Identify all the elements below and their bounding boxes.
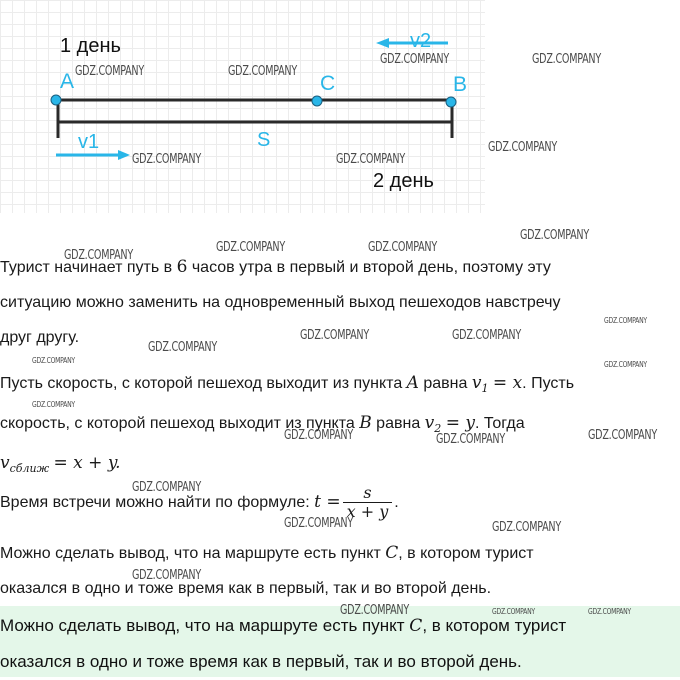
point-b-marker: [446, 97, 456, 107]
watermark: GDZ.COMPANY: [436, 432, 505, 447]
watermark: GDZ.COMPANY: [284, 428, 353, 443]
watermark: GDZ.COMPANY: [492, 520, 561, 535]
time-fraction: $\frac{s}{x + y}$: [343, 484, 393, 521]
text-line: Можно сделать вывод, что на маршруте есть пункт C, в котором турист: [0, 616, 567, 636]
watermark: GDZ.COMPANY: [488, 140, 557, 155]
v1-label: v1: [78, 131, 100, 153]
watermark: GDZ.COMPANY: [588, 428, 657, 443]
v2-label: v2: [410, 30, 432, 52]
watermark: GDZ.COMPANY: [75, 64, 144, 79]
point-c-label: C: [320, 72, 336, 95]
watermark: GDZ.COMPANY: [340, 603, 409, 618]
route-diagram: [0, 0, 485, 213]
text-line: Турист начинает путь в 6 часов утра в первый и второй день, поэтому эту: [0, 257, 551, 277]
point-c-marker: [312, 96, 322, 106]
watermark: GDZ.COMPANY: [380, 52, 449, 67]
text-line: скорость, с которой пешеход выходит из пункта B равна $v_2 = y$. Тогда: [0, 413, 525, 435]
distance-label: S: [257, 129, 271, 151]
text-line: друг другу.: [0, 329, 80, 346]
text-line: Можно сделать вывод, что на маршруте есть пункт C, в котором турист: [0, 543, 534, 563]
paragraph-speeds: [0, 366, 680, 486]
text-line: оказался в одно и тоже время как в первый, так и во второй день.: [0, 652, 522, 671]
point-b-label: B: [453, 73, 468, 96]
paragraph-conclusion: [0, 536, 680, 606]
watermark: GDZ.COMPANY: [132, 152, 201, 167]
watermark: GDZ.COMPANY: [32, 400, 75, 409]
watermark: GDZ.COMPANY: [132, 480, 201, 495]
answer-text: [0, 608, 680, 680]
text-line: Время встречи можно найти по формуле: t = $\frac{s}{x + y}$ .: [0, 483, 399, 522]
watermark: GDZ.COMPANY: [532, 52, 601, 67]
watermark: GDZ.COMPANY: [148, 340, 217, 355]
watermark: GDZ.COMPANY: [520, 228, 589, 243]
watermark: GDZ.COMPANY: [300, 328, 369, 343]
watermark: GDZ.COMPANY: [368, 240, 437, 255]
watermark: GDZ.COMPANY: [32, 356, 75, 365]
point-a-label: A: [60, 70, 75, 93]
watermark: GDZ.COMPANY: [604, 316, 647, 325]
watermark: GDZ.COMPANY: [588, 607, 631, 616]
formula-line: $v_{сближ} = x + y$.: [0, 453, 121, 475]
watermark: GDZ.COMPANY: [492, 607, 535, 616]
watermark: GDZ.COMPANY: [336, 152, 405, 167]
v1-arrow-head: [118, 150, 130, 160]
text-line: оказался в одно и тоже время как в первый, так и во второй день.: [0, 580, 492, 597]
watermark: GDZ.COMPANY: [216, 240, 285, 255]
text-line: ситуацию можно заменить на одновременный выход пешеходов навстречу: [0, 294, 561, 311]
day2-label: 2 день: [373, 170, 434, 192]
point-a-marker: [51, 95, 61, 105]
watermark: GDZ.COMPANY: [228, 64, 297, 79]
day1-label: 1 день: [60, 35, 121, 57]
v2-arrow-head: [376, 38, 389, 48]
watermark: GDZ.COMPANY: [604, 360, 647, 369]
watermark: GDZ.COMPANY: [452, 328, 521, 343]
watermark: GDZ.COMPANY: [284, 516, 353, 531]
watermark: GDZ.COMPANY: [64, 248, 133, 263]
text-line: Пусть скорость, с которой пешеход выходит из пункта A равна $v_1 = x$. Пусть: [0, 373, 575, 395]
watermark: GDZ.COMPANY: [132, 568, 201, 583]
